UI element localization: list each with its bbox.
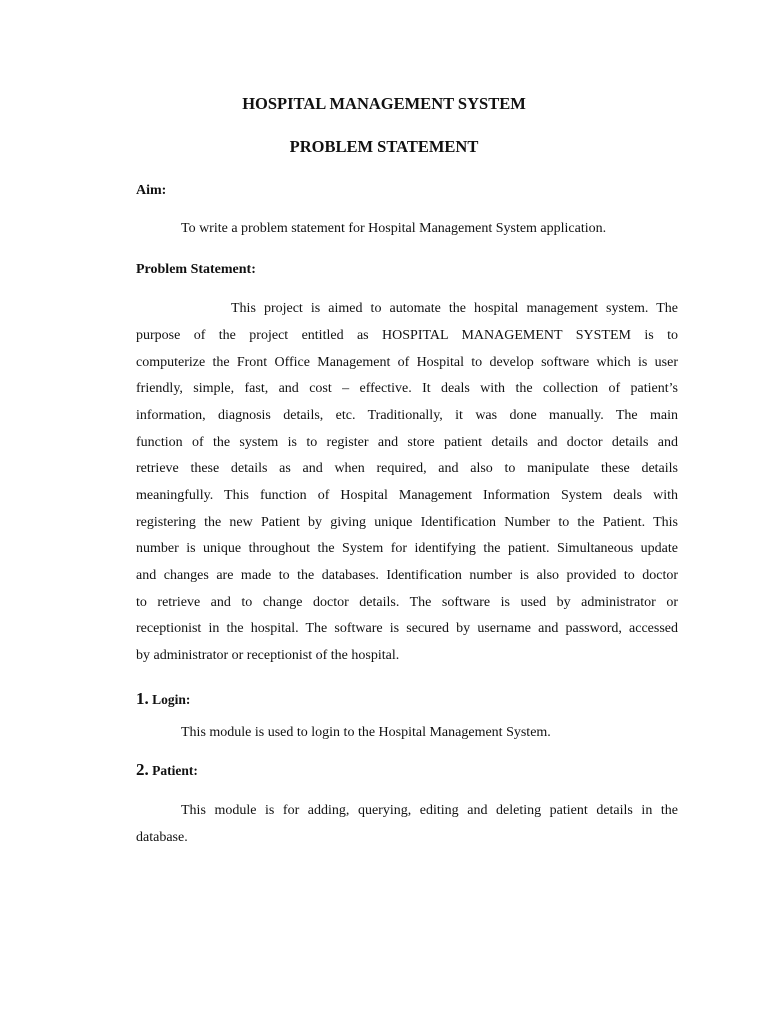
paragraph-line: friendly, simple, fast, and cost – effective. It deals with the collection of patient’s (136, 381, 678, 396)
paragraph-line: This project is aimed to automate the hospital management system. The (231, 301, 678, 316)
module-heading-patient (136, 760, 198, 780)
paragraph-line: by administrator or receptionist of the hospital. (136, 648, 400, 663)
module-patient-text: This module is for adding, querying, editing and deleting patient details in the (181, 803, 678, 818)
problem-statement-heading: Problem Statement: (136, 262, 256, 277)
paragraph-line: meaningfully. This function of Hospital Management Information System deals with (136, 488, 678, 503)
module-number: 2. (136, 760, 149, 779)
document-subtitle: PROBLEM STATEMENT (289, 137, 479, 156)
paragraph-line: and changes are made to the databases. Identification number is also provided to doctor (136, 568, 678, 583)
module-heading-login (136, 689, 190, 709)
aim-heading: Aim: (136, 183, 167, 198)
module-title: Patient: (152, 763, 198, 778)
module-number: 1. (136, 689, 149, 708)
module-patient-text: database. (136, 830, 188, 845)
paragraph-line: information, diagnosis details, etc. Traditionally, it was done manually. The main (136, 408, 678, 423)
paragraph-line: retrieve these details as and when required, and also to manipulate these details (136, 461, 678, 476)
paragraph-line: computerize the Front Office Management of Hospital to develop software which is user (136, 355, 678, 370)
module-login-text: This module is used to login to the Hospital Management System. (181, 725, 551, 740)
document-title: HOSPITAL MANAGEMENT SYSTEM (242, 94, 526, 113)
paragraph-line: function of the system is to register and store patient details and doctor details and (136, 435, 678, 450)
aim-text: To write a problem statement for Hospital Management System application. (181, 221, 607, 236)
paragraph-line: receptionist in the hospital. The software is secured by username and password, accessed (136, 621, 678, 636)
paragraph-line: to retrieve and to change doctor details. The software is used by administrator or (136, 595, 678, 610)
paragraph-line: purpose of the project entitled as HOSPITAL MANAGEMENT SYSTEM is to (136, 328, 678, 343)
paragraph-line: number is unique throughout the System for identifying the patient. Simultaneous update (136, 541, 678, 556)
module-title: Login: (152, 692, 191, 707)
paragraph-line: registering the new Patient by giving unique Identification Number to the Patient. This (136, 515, 678, 530)
